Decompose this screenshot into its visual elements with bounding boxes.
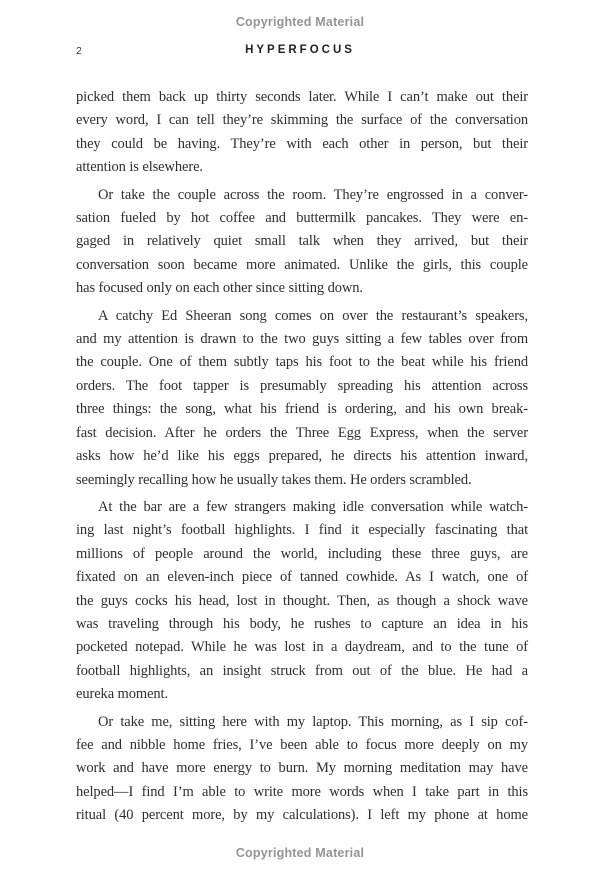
text-line: every word, I can tell they’re skimming the surface of the conversation bbox=[76, 112, 528, 129]
text-line: and my attention is drawn to the two guys sitting a few tables over from bbox=[76, 331, 528, 348]
text-line: Or take me, sitting here with my laptop. This morning, as I sip cof- bbox=[98, 713, 528, 730]
text-line: ing last night’s football highlights. I find it especially fascinating that bbox=[76, 522, 528, 539]
text-line: they could be having. They’re with each other in person, but their bbox=[76, 135, 528, 152]
text-line: At the bar are a few strangers making idle conversation while watch- bbox=[98, 498, 528, 515]
paragraph bbox=[76, 305, 528, 492]
text-line: work and have more energy to burn. My morning meditation may have bbox=[76, 760, 528, 777]
text-line: was traveling through his body, he rushes to capture an idea in his bbox=[76, 615, 528, 632]
text-line: millions of people around the world, including these three guys, are bbox=[76, 545, 528, 562]
text-line: sation fueled by hot coffee and buttermilk pancakes. They were en- bbox=[76, 210, 528, 227]
copyright-notice-top: Copyrighted Material bbox=[235, 15, 365, 29]
running-header-title: HYPERFOCUS bbox=[245, 44, 355, 56]
text-line: fee and nibble home fries, I’ve been able to focus more deeply on my bbox=[76, 736, 528, 753]
text-line: conversation soon became more animated. Unlike the girls, this couple bbox=[76, 256, 528, 273]
text-line: football highlights, an insight struck from out of the blue. He had a bbox=[76, 662, 528, 679]
text-line: orders. The foot tapper is presumably spreading his attention across bbox=[76, 377, 528, 394]
text-line: seemingly recalling how he usually takes them. He orders scrambled. bbox=[76, 471, 472, 488]
text-line: helped—I find I’m able to write more words when I take part in this bbox=[76, 783, 528, 800]
text-line: attention is elsewhere. bbox=[76, 159, 203, 176]
text-line: eureka moment. bbox=[76, 686, 169, 703]
text-line: pocketed notepad. While he was lost in a daydream, and to the tune of bbox=[76, 639, 528, 656]
text-line: asks how he’d like his eggs prepared, he directs his attention inward, bbox=[76, 448, 528, 465]
body-text bbox=[76, 86, 528, 828]
page-header bbox=[0, 44, 600, 59]
page-number: 2 bbox=[76, 45, 82, 57]
text-line: ritual (40 percent more, by my calculations). I left my phone at home bbox=[76, 807, 528, 824]
paragraph bbox=[76, 496, 528, 707]
text-line: picked them back up thirty seconds later. While I can’t make out their bbox=[76, 89, 528, 105]
text-line: fixated on an eleven-inch piece of tanned cowhide. As I watch, one of bbox=[76, 569, 528, 586]
text-line: Or take the couple across the room. They’re engrossed in a conver- bbox=[98, 186, 528, 203]
text-line: the guys cocks his head, lost in thought. Then, as though a shock wave bbox=[76, 592, 528, 609]
text-line: gaged in relatively quiet small talk when they arrived, but their bbox=[76, 233, 528, 250]
text-line: fast decision. After he orders the Three Egg Express, when the server bbox=[76, 424, 528, 441]
copyright-notice-bottom: Copyrighted Material bbox=[235, 846, 365, 860]
text-line: A catchy Ed Sheeran song comes on over the restaurant’s speakers, bbox=[98, 307, 528, 324]
paragraph bbox=[76, 711, 528, 828]
paragraph bbox=[76, 86, 528, 180]
text-line: has focused only on each other since sitting down. bbox=[76, 280, 363, 297]
text-line: three things: the song, what his friend is ordering, and his own break- bbox=[76, 401, 528, 418]
text-line: the couple. One of them subtly taps his foot to the beat while his friend bbox=[76, 354, 528, 371]
paragraph bbox=[76, 184, 528, 301]
